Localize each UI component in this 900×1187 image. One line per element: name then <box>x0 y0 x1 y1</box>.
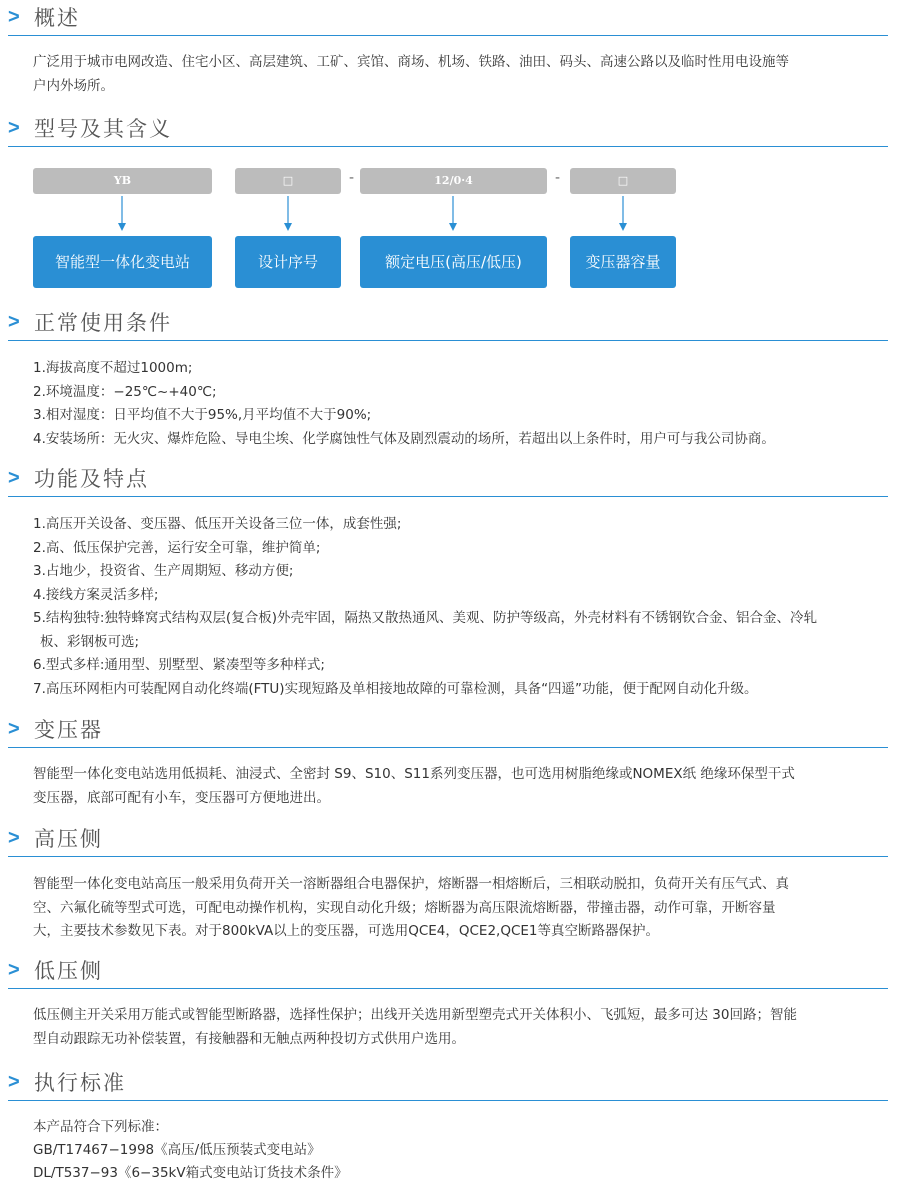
arrow-down-icon <box>618 196 628 232</box>
arrow-down-icon <box>283 196 293 232</box>
list-item: 1.海拔高度不超过1000m; <box>33 360 193 376</box>
divider <box>8 856 888 857</box>
section-header-overview <box>8 2 888 36</box>
list-item: 5.结构独特:独特蜂窝式结构双层(复合板)外壳牢固，隔热又散热通风、美观、防护等级高，外壳材料有不锈钢钦合金、铝合金、冷轧 <box>33 610 817 626</box>
model-code-voltage: 12/0·4 <box>360 168 547 194</box>
high-voltage-text: 智能型一体化变电站高压一般采用负荷开关一溶断器组合电器保护，熔断器一相熔断后，三相联动脱扣，负荷开关有压气式、真 空、六氟化硫等型式可选，可配电动操作机构，实现自动化升级；熔断器为高压限流熔断器，带撞击器，动作可靠，开断容量 大，主要技术参数见下表。对于800kVA以上的变压器，可选用QCE4，QCE2,QCE1等真空断路器保护。 <box>33 876 789 939</box>
section-title: 概述 <box>34 6 80 30</box>
model-code-design: □ <box>235 168 341 194</box>
chevron-icon: > <box>8 1071 20 1093</box>
meaning-box-design: 设计序号 <box>235 236 341 288</box>
section-header-features <box>8 463 888 497</box>
chevron-icon: > <box>8 467 20 489</box>
divider <box>8 1100 888 1101</box>
arrow-down-icon <box>448 196 458 232</box>
list-item: 4.安装场所：无火灾、爆炸危险、导电尘埃、化学腐蚀性气体及剧烈震动的场所，若超出以上条件时，用户可与我公司协商。 <box>33 430 775 447</box>
chevron-icon: > <box>8 311 20 333</box>
features-list <box>33 513 891 701</box>
meaning-box-capacity: 变压器容量 <box>570 236 676 288</box>
list-item: 6.型式多样:通用型、别墅型、紧凑型等多种样式; <box>33 657 325 673</box>
list-item: 7.高压环网柜内可装配网自动化终端(FTU)实现短路及单相接地故障的可靠检测，具备“四遥”功能，便于配网自动化升级。 <box>33 680 758 697</box>
list-item: 2.环境温度：−25℃~+40℃; <box>33 383 217 400</box>
code-separator: - <box>555 170 561 186</box>
list-item: 4.接线方案灵活多样; <box>33 586 159 603</box>
overview-text: 广泛用于城市电网改造、住宅小区、高层建筑、工矿、宾馆、商场、机场、铁路、油田、码头、高速公路以及临时性用电设施等 户内外场所。 <box>33 54 789 94</box>
code-separator: - <box>349 170 355 186</box>
standards-text: 本产品符合下列标准： GB/T17467−1998《高压/低压预装式变电站》 DL/T537−93《6−35kV箱式变电站订货技术条件》 <box>33 1119 348 1181</box>
arrow-down-icon <box>117 196 127 232</box>
section-title: 低压侧 <box>34 959 103 983</box>
chevron-icon: > <box>8 827 20 849</box>
list-item: 3.相对湿度：日平均值不大于95%,月平均值不大于90%; <box>33 407 372 423</box>
chevron-icon: > <box>8 718 20 740</box>
section-title: 变压器 <box>34 718 103 742</box>
transformer-text: 智能型一体化变电站选用低损耗、油浸式、全密封 S9、S10、S11系列变压器，也可选用树脂绝缘或NOMEX纸 绝缘环保型干式 变压器，底部可配有小车，变压器可方便地进出。 <box>33 766 795 806</box>
divider <box>8 988 888 989</box>
meaning-box-voltage: 额定电压(高压/低压) <box>360 236 547 288</box>
low-voltage-text: 低压侧主开关采用万能式或智能型断路器，选择性保护；出线开关选用新型塑壳式开关体积小、飞弧短，最多可达 30回路；智能 型自动跟踪无功补偿装置，有接触器和无触点两种投切方式供用户选用。 <box>33 1007 797 1047</box>
section-title: 执行标准 <box>34 1071 126 1095</box>
conditions-list <box>33 357 891 451</box>
meaning-box-series: 智能型一体化变电站 <box>33 236 212 288</box>
chevron-icon: > <box>8 117 20 139</box>
chevron-icon: > <box>8 6 20 28</box>
list-item: 1.高压开关设备、变压器、低压开关设备三位一体，成套性强; <box>33 516 402 532</box>
chevron-icon: > <box>8 959 20 981</box>
list-item-continuation: 板、彩钢板可选; <box>40 633 140 650</box>
list-item: 2.高、低压保护完善，运行安全可靠，维护简单; <box>33 539 321 556</box>
section-header-conditions <box>8 307 888 341</box>
section-title: 功能及特点 <box>34 467 149 491</box>
model-code-capacity: □ <box>570 168 676 194</box>
section-title: 正常使用条件 <box>34 311 172 335</box>
divider <box>8 747 888 748</box>
divider <box>8 35 888 36</box>
divider <box>8 146 888 147</box>
section-title: 高压侧 <box>34 827 103 851</box>
list-item: 3.占地少，投资省、生产周期短、移动方便; <box>33 563 294 579</box>
divider <box>8 496 888 497</box>
section-header-high-voltage <box>8 823 888 857</box>
section-title: 型号及其含义 <box>34 117 172 141</box>
section-header-transformer <box>8 714 888 748</box>
section-header-low-voltage <box>8 955 888 989</box>
section-header-model <box>8 113 888 147</box>
section-header-standards <box>8 1067 888 1101</box>
divider <box>8 340 888 341</box>
model-code-series: YB <box>33 168 212 194</box>
